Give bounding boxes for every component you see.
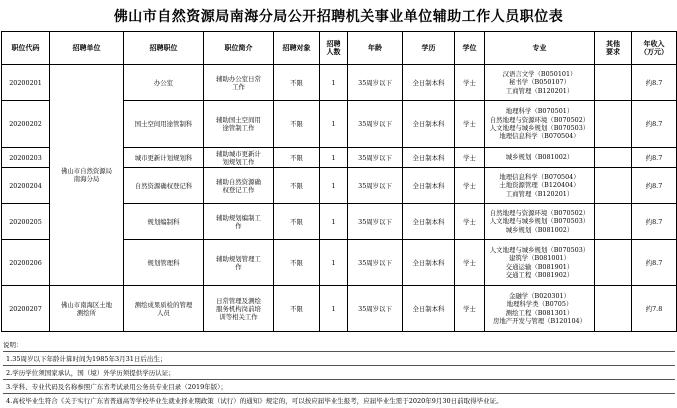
position-code: 20200205 bbox=[2, 204, 50, 240]
education-cell: 全日制本科 bbox=[403, 101, 455, 148]
target-cell: 不限 bbox=[274, 286, 320, 332]
target-cell: 不限 bbox=[274, 65, 320, 101]
target-cell: 不限 bbox=[274, 240, 320, 286]
education-cell: 全日制本科 bbox=[403, 65, 455, 101]
position-code: 20200203 bbox=[2, 148, 50, 168]
header-cell: 年收入 （万元） bbox=[632, 32, 677, 65]
other-requirements-cell bbox=[595, 168, 632, 204]
age-cell: 35周岁以下 bbox=[348, 204, 403, 240]
other-requirements-cell bbox=[595, 286, 632, 332]
header-cell: 招聘 人数 bbox=[320, 32, 348, 65]
positions-table bbox=[1, 31, 677, 332]
income-cell: 约8.7 bbox=[632, 148, 677, 168]
position-summary: 辅助办公室日常 工作 bbox=[204, 65, 274, 101]
major-cell: 地理信息科学（B070504） 土地资源管理（B120404） 工商管理（B120201） bbox=[485, 168, 595, 204]
count-cell: 1 bbox=[320, 168, 348, 204]
income-cell: 约8.7 bbox=[632, 101, 677, 148]
target-cell: 不限 bbox=[274, 168, 320, 204]
other-requirements-cell bbox=[595, 148, 632, 168]
note-item: 2.学历学位须国家承认，国（境）外学历须提供学历认证； bbox=[3, 365, 675, 379]
income-cell: 约8.7 bbox=[632, 168, 677, 204]
education-cell: 全日制本科 bbox=[403, 286, 455, 332]
table-row bbox=[2, 286, 677, 332]
count-cell: 1 bbox=[320, 148, 348, 168]
degree-cell: 学士 bbox=[455, 240, 485, 286]
position-name: 测绘成果质检的管理 人员 bbox=[124, 286, 204, 332]
other-requirements-cell bbox=[595, 240, 632, 286]
position-summary: 日常管理及测绘 服务机构岗前培 训等相关工作 bbox=[204, 286, 274, 332]
count-cell: 1 bbox=[320, 65, 348, 101]
header-cell: 学位 bbox=[455, 32, 485, 65]
income-cell: 约8.7 bbox=[632, 204, 677, 240]
age-cell: 35周岁以下 bbox=[348, 168, 403, 204]
position-name: 自然资源确权登记科 bbox=[124, 168, 204, 204]
position-name: 城市更新计划规划科 bbox=[124, 148, 204, 168]
degree-cell: 学士 bbox=[455, 168, 485, 204]
position-summary: 辅助城市更新计 划规划工作 bbox=[204, 148, 274, 168]
age-cell: 35周岁以下 bbox=[348, 101, 403, 148]
position-code: 20200204 bbox=[2, 168, 50, 204]
income-cell: 约7.8 bbox=[632, 286, 677, 332]
table-header-row bbox=[2, 32, 677, 65]
count-cell: 1 bbox=[320, 286, 348, 332]
other-requirements-cell bbox=[595, 101, 632, 148]
major-cell: 汉语言文学（B050101） 秘书学（B050107） 工商管理（B120201） bbox=[485, 65, 595, 101]
position-summary: 辅助规划编制工 作 bbox=[204, 204, 274, 240]
header-cell: 招聘对象 bbox=[274, 32, 320, 65]
position-code: 20200206 bbox=[2, 240, 50, 286]
employer-cell: 佛山市自然资源局 南海分局 bbox=[50, 65, 124, 286]
position-name: 规划管理科 bbox=[124, 240, 204, 286]
age-cell: 35周岁以下 bbox=[348, 286, 403, 332]
position-code: 20200202 bbox=[2, 101, 50, 148]
major-cell: 自然地理与资源环境（B070502） 人文地理与城乡规划（B070503） 城乡规划（B081002） bbox=[485, 204, 595, 240]
major-cell: 人文地理与城乡规划（B070503） 建筑学（B081001） 交通运输（B081901） 交通工程（B081902） bbox=[485, 240, 595, 286]
target-cell: 不限 bbox=[274, 101, 320, 148]
education-cell: 全日制本科 bbox=[403, 240, 455, 286]
target-cell: 不限 bbox=[274, 148, 320, 168]
target-cell: 不限 bbox=[274, 204, 320, 240]
count-cell: 1 bbox=[320, 101, 348, 148]
degree-cell: 学士 bbox=[455, 65, 485, 101]
other-requirements-cell bbox=[595, 65, 632, 101]
position-name: 国土空间用途管制科 bbox=[124, 101, 204, 148]
education-cell: 全日制本科 bbox=[403, 148, 455, 168]
header-cell: 年龄 bbox=[348, 32, 403, 65]
major-cell: 金融学（B020301） 地理科学类（B0705） 测绘工程（B081301） 房地产开发与管理（B120104） bbox=[485, 286, 595, 332]
age-cell: 35周岁以下 bbox=[348, 65, 403, 101]
count-cell: 1 bbox=[320, 204, 348, 240]
notes-section bbox=[3, 341, 675, 407]
header-cell: 学历 bbox=[403, 32, 455, 65]
notes-header: 说明： bbox=[3, 341, 23, 349]
degree-cell: 学士 bbox=[455, 101, 485, 148]
header-cell: 招聘职位 bbox=[124, 32, 204, 65]
header-cell: 职位简介 bbox=[204, 32, 274, 65]
other-requirements-cell bbox=[595, 204, 632, 240]
header-cell: 职位代码 bbox=[2, 32, 50, 65]
page-title: 佛山市自然资源局南海分局公开招聘机关事业单位辅助工作人员职位表 bbox=[113, 9, 564, 25]
income-cell: 约8.7 bbox=[632, 240, 677, 286]
header-cell: 其他 要求 bbox=[595, 32, 632, 65]
degree-cell: 学士 bbox=[455, 286, 485, 332]
note-item: 1.35周岁以下年龄计算时间为1985年3月31日后出生； bbox=[3, 351, 675, 365]
degree-cell: 学士 bbox=[455, 204, 485, 240]
note-item: 4.高校毕业生符合《关于实行广东省普通高等学校毕业生就业择业期政策（试行）的通知》规定的，可以按应届毕业生报考，应届毕业生需于2020年9月30日前取得毕业证。 bbox=[3, 393, 675, 407]
table-row bbox=[2, 65, 677, 101]
degree-cell: 学士 bbox=[455, 148, 485, 168]
header-cell: 招聘单位 bbox=[50, 32, 124, 65]
education-cell: 全日制本科 bbox=[403, 168, 455, 204]
count-cell: 1 bbox=[320, 240, 348, 286]
header-cell: 专业 bbox=[485, 32, 595, 65]
position-summary: 辅助国土空间用 途管制工作 bbox=[204, 101, 274, 148]
education-cell: 全日制本科 bbox=[403, 204, 455, 240]
position-summary: 辅助自然资源确 权登记工作 bbox=[204, 168, 274, 204]
position-name: 办公室 bbox=[124, 65, 204, 101]
position-summary: 辅助规划管理工 作 bbox=[204, 240, 274, 286]
position-code: 20200207 bbox=[2, 286, 50, 332]
age-cell: 35周岁以下 bbox=[348, 240, 403, 286]
major-cell: 城乡规划（B081002） bbox=[485, 148, 595, 168]
position-name: 规划编制科 bbox=[124, 204, 204, 240]
note-item: 3.学科、专业代码及名称参照广东省考试录用公务员专业目录（2019年版）； bbox=[3, 379, 675, 393]
age-cell: 35周岁以下 bbox=[348, 148, 403, 168]
income-cell: 约8.7 bbox=[632, 65, 677, 101]
employer-cell: 佛山市南海区土地 测绘所 bbox=[50, 286, 124, 332]
position-code: 20200201 bbox=[2, 65, 50, 101]
major-cell: 地理科学（B070501） 自然地理与资源环境（B070502） 人文地理与城乡规划（B070503） 地理信息科学（B070504） bbox=[485, 101, 595, 148]
